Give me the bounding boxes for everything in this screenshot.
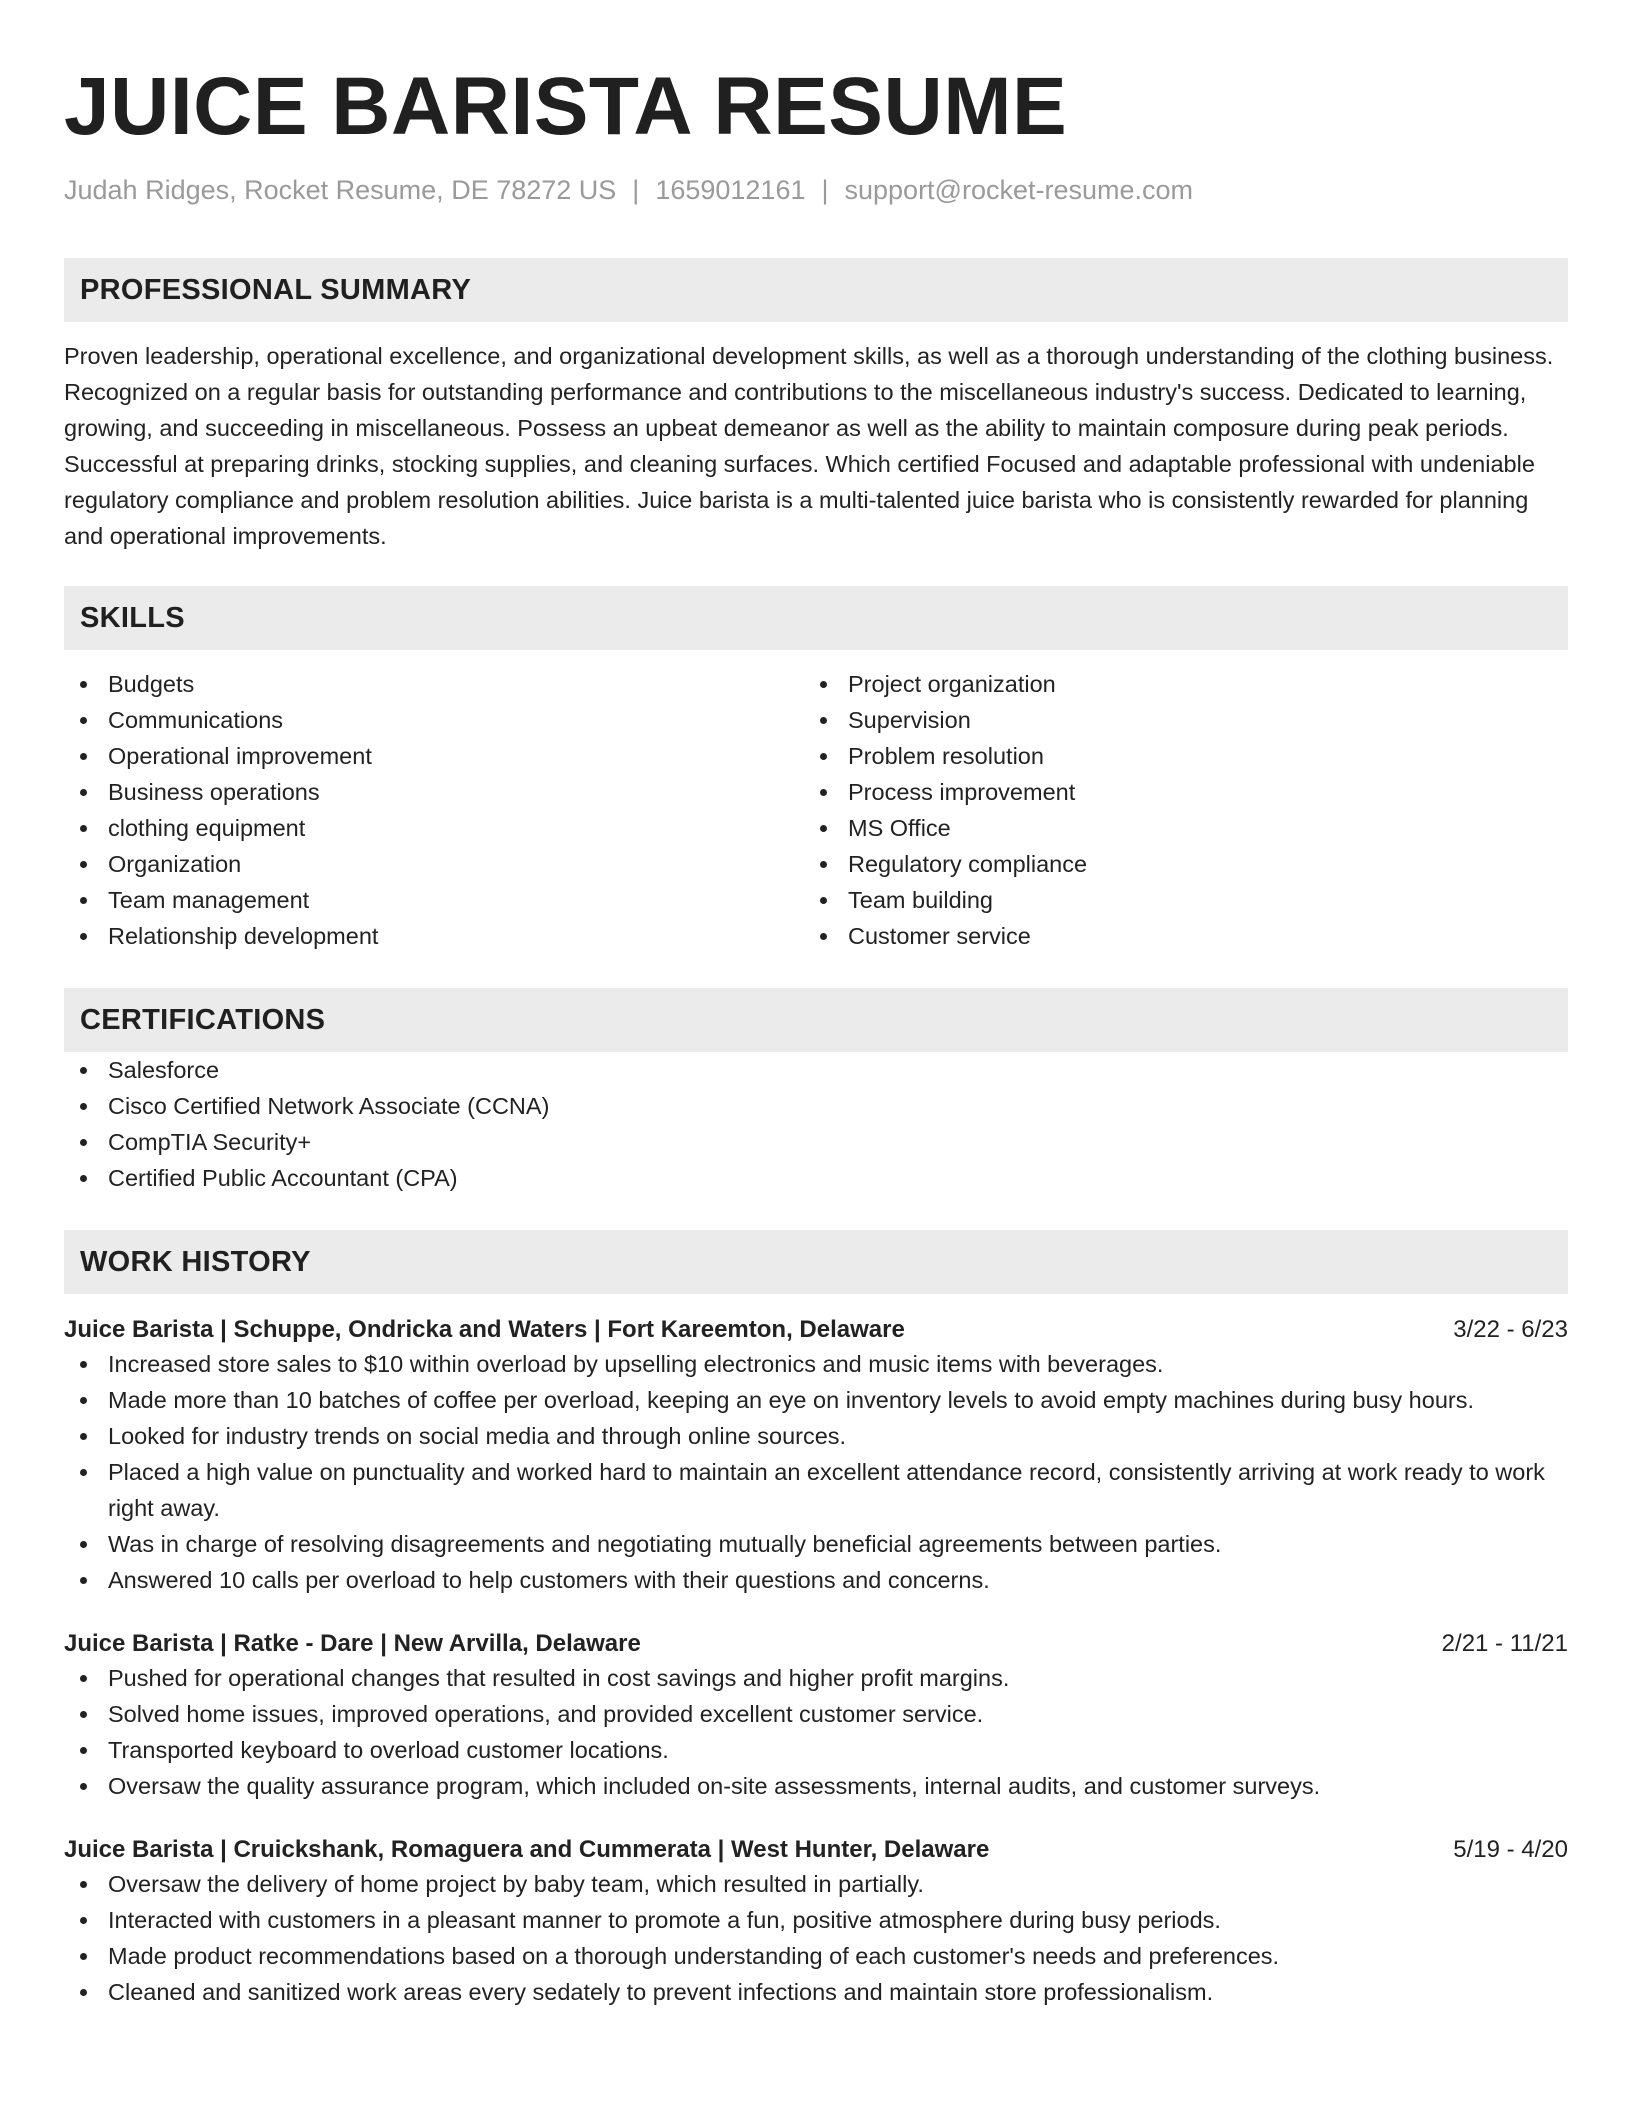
skill-item: Organization <box>64 846 804 882</box>
job-entry <box>64 1628 1568 1804</box>
skill-item: Communications <box>64 702 804 738</box>
job-bullet: Was in charge of resolving disagreements and negotiating mutually beneficial agreements between parties. <box>64 1526 1568 1562</box>
skill-item: clothing equipment <box>64 810 804 846</box>
job-bullet: Made more than 10 batches of coffee per overload, keeping an eye on inventory levels to avoid empty machines during busy hours. <box>64 1382 1568 1418</box>
section-header-skills: SKILLS <box>64 586 1568 650</box>
skill-item: Team management <box>64 882 804 918</box>
job-bullet: Made product recommendations based on a thorough understanding of each customer's needs and preferences. <box>64 1938 1568 1974</box>
skills-list-right <box>804 666 1544 954</box>
skills-columns <box>64 666 1568 954</box>
certification-item: Certified Public Accountant (CPA) <box>64 1160 1568 1196</box>
contact-email: support@rocket-resume.com <box>844 175 1194 205</box>
skill-item: MS Office <box>804 810 1544 846</box>
contact-separator: | <box>632 175 640 205</box>
section-header-summary: PROFESSIONAL SUMMARY <box>64 258 1568 322</box>
job-bullet: Oversaw the quality assurance program, which included on-site assessments, internal audits, and customer surveys. <box>64 1768 1568 1804</box>
job-entry <box>64 1834 1568 2010</box>
contact-address: Judah Ridges, Rocket Resume, DE 78272 US <box>64 175 617 205</box>
job-dates: 3/22 - 6/23 <box>1453 1316 1568 1344</box>
certification-item: Salesforce <box>64 1052 1568 1088</box>
job-dates: 5/19 - 4/20 <box>1453 1836 1568 1864</box>
certification-item: Cisco Certified Network Associate (CCNA) <box>64 1088 1568 1124</box>
job-title: Juice Barista | Cruickshank, Romaguera and Cummerata | West Hunter, Delaware <box>64 1836 990 1864</box>
job-bullet: Answered 10 calls per overload to help customers with their questions and concerns. <box>64 1562 1568 1598</box>
skill-item: Customer service <box>804 918 1544 954</box>
job-bullet: Looked for industry trends on social media and through online sources. <box>64 1418 1568 1454</box>
certifications-list <box>64 1052 1568 1196</box>
job-bullet: Placed a high value on punctuality and worked hard to maintain an excellent attendance record, consistently arriving at work ready to work right away. <box>64 1454 1568 1526</box>
section-header-certifications: CERTIFICATIONS <box>64 988 1568 1052</box>
job-header <box>64 1314 1568 1346</box>
resume-title: JUICE BARISTA RESUME <box>64 61 1068 152</box>
skill-item: Team building <box>804 882 1544 918</box>
summary-text: Proven leadership, operational excellence, and organizational development skills, as well as a thorough understanding of the clothing business. Recognized on a regular basis for outstanding performance and contributions to the miscellaneous industry's success. Dedicated to learning, growing, and succeeding in miscellaneous. Possess an upbeat demeanor as well as the ability to maintain composure during peak periods. Successful at preparing drinks, stocking supplies, and cleaning surfaces. Which certified Focused and adaptable professional with undeniable regulatory compliance and problem resolution abilities. Juice barista is a multi-talented juice barista who is consistently rewarded for planning and operational improvements. <box>64 343 1554 550</box>
job-bullet: Oversaw the delivery of home project by baby team, which resulted in partially. <box>64 1866 1568 1902</box>
job-bullet: Increased store sales to $10 within overload by upselling electronics and music items with beverages. <box>64 1346 1568 1382</box>
job-title: Juice Barista | Ratke - Dare | New Arvilla, Delaware <box>64 1630 641 1658</box>
job-bullet: Interacted with customers in a pleasant manner to promote a fun, positive atmosphere during busy periods. <box>64 1902 1568 1938</box>
certification-item: CompTIA Security+ <box>64 1124 1568 1160</box>
job-bullet: Transported keyboard to overload customer locations. <box>64 1732 1568 1768</box>
skills-list-left <box>64 666 804 954</box>
skill-item: Business operations <box>64 774 804 810</box>
job-dates: 2/21 - 11/21 <box>1441 1630 1568 1658</box>
skill-item: Problem resolution <box>804 738 1544 774</box>
skill-item: Regulatory compliance <box>804 846 1544 882</box>
contact-phone: 1659012161 <box>655 175 806 205</box>
job-entry <box>64 1314 1568 1598</box>
contact-separator: | <box>821 175 829 205</box>
skill-item: Relationship development <box>64 918 804 954</box>
job-header <box>64 1834 1568 1866</box>
job-bullets <box>64 1660 1568 1804</box>
skill-item: Project organization <box>804 666 1544 702</box>
skill-item: Supervision <box>804 702 1544 738</box>
contact-line <box>64 174 1568 206</box>
job-bullets <box>64 1866 1568 2010</box>
section-header-work-history: WORK HISTORY <box>64 1230 1568 1294</box>
job-header <box>64 1628 1568 1660</box>
job-bullet: Solved home issues, improved operations, and provided excellent customer service. <box>64 1696 1568 1732</box>
skill-item: Operational improvement <box>64 738 804 774</box>
skill-item: Process improvement <box>804 774 1544 810</box>
job-title: Juice Barista | Schuppe, Ondricka and Waters | Fort Kareemton, Delaware <box>64 1316 905 1344</box>
job-bullet: Pushed for operational changes that resulted in cost savings and higher profit margins. <box>64 1660 1568 1696</box>
skill-item: Budgets <box>64 666 804 702</box>
job-bullets <box>64 1346 1568 1598</box>
job-bullet: Cleaned and sanitized work areas every sedately to prevent infections and maintain store professionalism. <box>64 1974 1568 2010</box>
